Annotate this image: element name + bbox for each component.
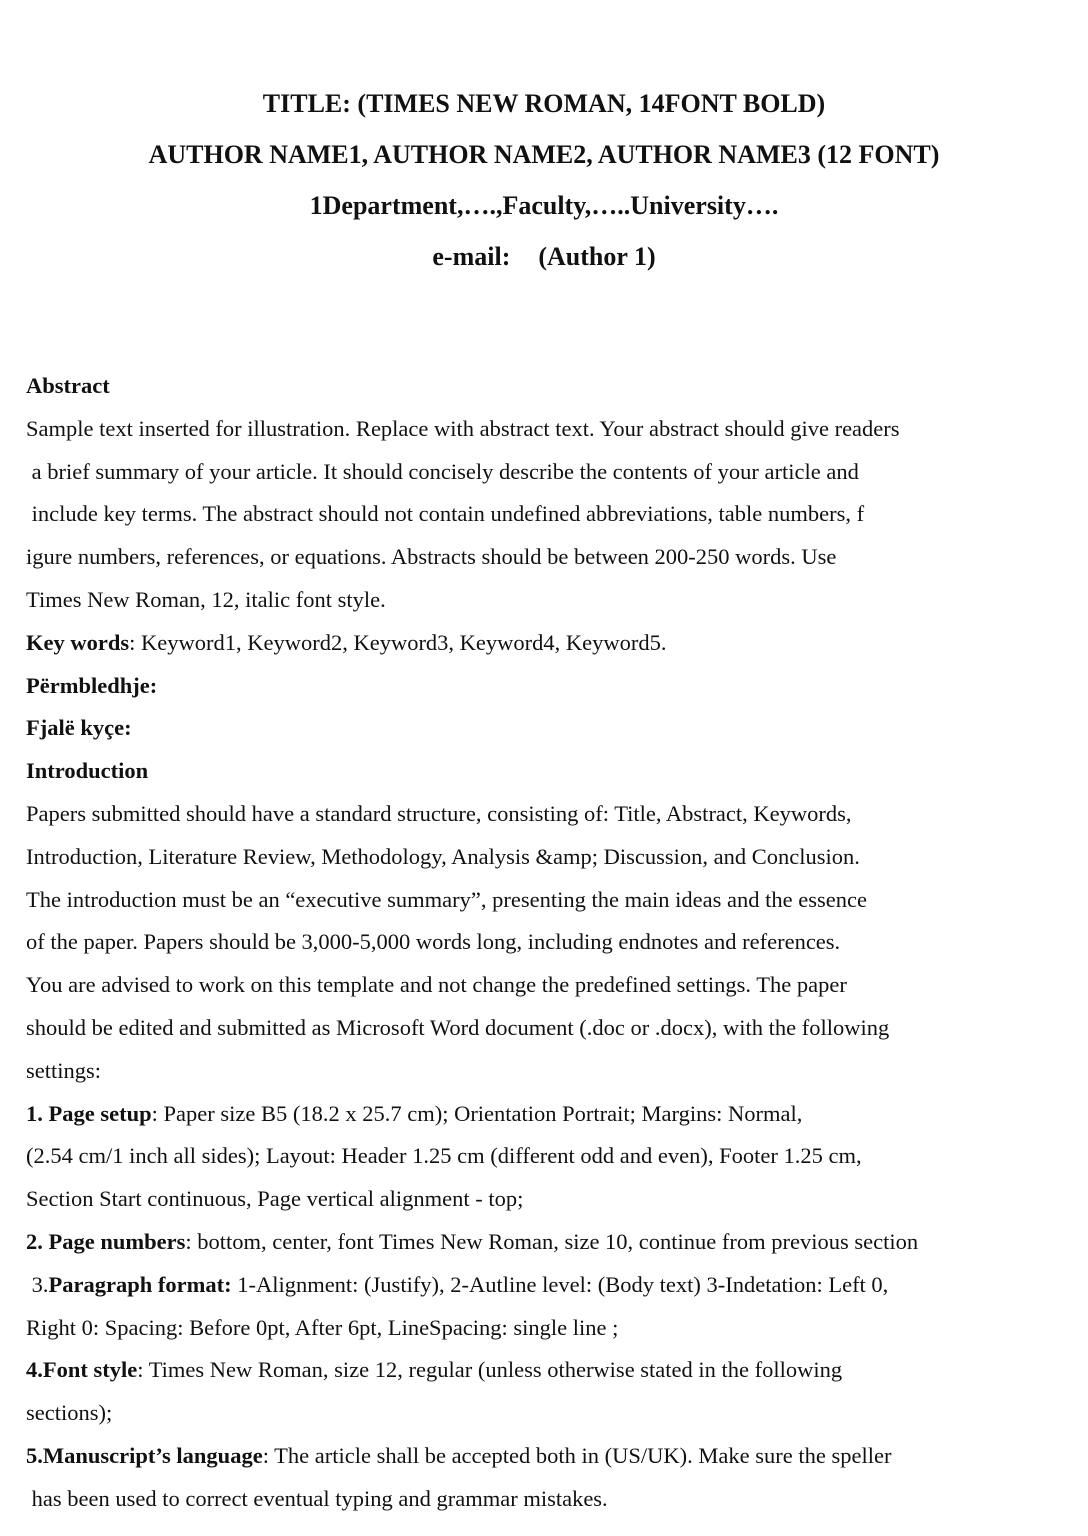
paragraph-format-prefix: 3. bbox=[26, 1271, 49, 1297]
paper-title: TITLE: (TIMES NEW ROMAN, 14FONT BOLD) bbox=[262, 89, 826, 118]
introduction-heading: Introduction bbox=[26, 758, 149, 784]
albanian-keywords-heading: Fjalë kyçe: bbox=[26, 715, 132, 741]
abstract-heading: Abstract bbox=[26, 373, 110, 398]
keywords-label: Key words bbox=[26, 629, 130, 655]
introduction-line: The introduction must be an “executive summary”, presenting the main ideas and the essence bbox=[26, 886, 867, 912]
introduction-line: settings: bbox=[26, 1057, 102, 1083]
page-setup-line bbox=[26, 1093, 1062, 1136]
font-style-line-2: sections); bbox=[26, 1400, 113, 1426]
introduction-line: of the paper. Papers should be 3,000-5,000 words long, including endnotes and references. bbox=[26, 929, 841, 955]
page-numbers-line bbox=[26, 1221, 1062, 1264]
abstract-line: a brief summary of your article. It should concisely describe the contents of your article and bbox=[26, 458, 859, 484]
albanian-summary-heading: Përmbledhje: bbox=[26, 672, 158, 698]
author-names: AUTHOR NAME1, AUTHOR NAME2, AUTHOR NAME3 (12 FONT) bbox=[148, 140, 940, 169]
introduction-line: Papers submitted should have a standard structure, consisting of: Title, Abstract, Keywords, bbox=[26, 800, 852, 826]
author-affiliation: 1Department,….,Faculty,…..University…. bbox=[309, 191, 779, 220]
email-author: (Author 1) bbox=[538, 242, 656, 271]
abstract-line: include key terms. The abstract should not contain undefined abbreviations, table numbers, f bbox=[26, 501, 865, 527]
language-label: 5.Manuscript’s language bbox=[26, 1442, 263, 1468]
page-numbers-label: 2. Page numbers bbox=[26, 1228, 186, 1254]
language-text: : The article shall be accepted both in (US/UK). Make sure the speller bbox=[262, 1442, 892, 1468]
paragraph-format-line-2: Right 0: Spacing: Before 0pt, After 6pt, LineSpacing: single line ; bbox=[26, 1314, 619, 1340]
page-setup-line-2: (2.54 cm/1 inch all sides); Layout: Header 1.25 cm (different odd and even), Footer 1.25 cm, bbox=[26, 1143, 862, 1169]
header-spacer bbox=[26, 282, 1062, 365]
keywords-line bbox=[26, 622, 1062, 665]
language-line bbox=[26, 1435, 1062, 1478]
abstract-line: igure numbers, references, or equations. Abstracts should be between 200-250 words. Use bbox=[26, 544, 837, 570]
paragraph-format-line bbox=[26, 1264, 1062, 1307]
page-setup-text: : Paper size B5 (18.2 x 25.7 cm); Orientation Portrait; Margins: Normal, bbox=[151, 1100, 803, 1126]
page-setup-label: 1. Page setup bbox=[26, 1100, 152, 1126]
page-numbers-text: : bottom, center, font Times New Roman, size 10, continue from previous section bbox=[185, 1228, 919, 1254]
font-style-line bbox=[26, 1349, 1062, 1392]
language-line-2: has been used to correct eventual typing and grammar mistakes. bbox=[26, 1485, 608, 1511]
email-label: e-mail: bbox=[432, 242, 511, 271]
abstract-line: Times New Roman, 12, italic font style. bbox=[26, 586, 386, 612]
introduction-line: Introduction, Literature Review, Methodology, Analysis &amp; Discussion, and Conclusion. bbox=[26, 843, 860, 869]
paragraph-format-label: Paragraph format: bbox=[48, 1271, 232, 1297]
email-line bbox=[26, 231, 1062, 282]
keywords-text: : Keyword1, Keyword2, Keyword3, Keyword4, Keyword5. bbox=[129, 629, 667, 655]
page-setup-line-3: Section Start continuous, Page vertical alignment - top; bbox=[26, 1186, 524, 1212]
paragraph-format-text: 1-Alignment: (Justify), 2-Autline level: (Body text) 3-Indetation: Left 0, bbox=[231, 1271, 889, 1297]
introduction-line: You are advised to work on this template and not change the predefined settings. The paper bbox=[26, 972, 847, 998]
introduction-line: should be edited and submitted as Microsoft Word document (.doc or .docx), with the following bbox=[26, 1014, 890, 1040]
abstract-line: Sample text inserted for illustration. Replace with abstract text. Your abstract should give readers bbox=[26, 415, 900, 441]
document-header bbox=[26, 78, 1062, 282]
document-body bbox=[26, 365, 1062, 1521]
font-style-label: 4.Font style bbox=[26, 1357, 138, 1383]
font-style-text: : Times New Roman, size 12, regular (unless otherwise stated in the following bbox=[137, 1357, 843, 1383]
